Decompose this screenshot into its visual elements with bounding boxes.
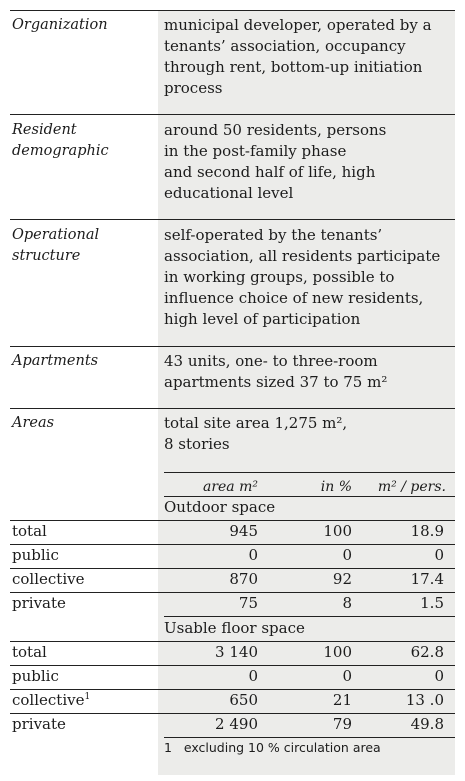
footnote bbox=[164, 739, 381, 757]
value-organization: municipal developer, operated by a tenants’ association, occupancy through rent, bottom-up initiation process bbox=[164, 16, 432, 97]
cell-area: 0 bbox=[248, 546, 258, 564]
cell-per-person: 0 bbox=[434, 546, 444, 564]
header-area: area m² bbox=[202, 479, 258, 495]
rule-after-operational bbox=[10, 346, 455, 347]
cell-area: 2 490 bbox=[215, 715, 258, 733]
value-areas: total site area 1,275 m², 8 stories bbox=[164, 414, 348, 453]
label-operational-structure: Operational structure bbox=[12, 227, 100, 264]
rule-after-resident bbox=[10, 219, 455, 220]
cell-per-person: 1.5 bbox=[420, 594, 444, 612]
label-organization: Organization bbox=[12, 17, 108, 33]
label-areas: Areas bbox=[12, 415, 55, 431]
header-percent: in % bbox=[320, 479, 352, 495]
footnote-text: excluding 10 % circulation area bbox=[183, 740, 381, 755]
cell-per-person: 62.8 bbox=[410, 643, 444, 661]
cell-area: 0 bbox=[248, 667, 258, 685]
row-label: collective bbox=[12, 570, 85, 588]
section-title-usable: Usable floor space bbox=[164, 619, 305, 637]
row-label: total bbox=[12, 643, 47, 661]
cell-per-person: 49.8 bbox=[410, 715, 444, 733]
value-apartments: 43 units, one- to three-room apartments sized 37 to 75 m² bbox=[164, 352, 388, 391]
row-label: collective$^1$ bbox=[12, 691, 91, 709]
rule-top bbox=[10, 10, 455, 11]
cell-area: 3 140 bbox=[215, 643, 258, 661]
row-label: private bbox=[12, 594, 66, 612]
cell-area: 75 bbox=[238, 594, 258, 612]
rule-after-organization bbox=[10, 114, 455, 115]
cell-percent: 92 bbox=[332, 570, 352, 588]
row-label: public bbox=[12, 546, 59, 564]
value-resident-demographic: around 50 residents, persons in the post-family phase and second half of life, high educational level bbox=[164, 121, 387, 202]
cell-percent: 0 bbox=[342, 546, 352, 564]
label-resident-demographic: Resident demographic bbox=[12, 122, 109, 159]
cell-per-person: 17.4 bbox=[410, 570, 444, 588]
cell-per-person: 18.9 bbox=[410, 522, 444, 540]
cell-percent: 100 bbox=[323, 643, 352, 661]
cell-percent: 79 bbox=[332, 715, 352, 733]
rule-table-header-top bbox=[164, 472, 455, 473]
cell-per-person: 0 bbox=[434, 667, 444, 685]
row-label: public bbox=[12, 667, 59, 685]
footnote-ref: 1 bbox=[84, 692, 91, 702]
row-label: total bbox=[12, 522, 47, 540]
rule-after-apartments bbox=[10, 408, 455, 409]
row-label: private bbox=[12, 715, 66, 733]
cell-area: 650 bbox=[229, 691, 258, 709]
footnote-mark: 1 bbox=[164, 740, 172, 755]
cell-per-person: 13 .0 bbox=[405, 691, 444, 709]
section-title-outdoor: Outdoor space bbox=[164, 498, 276, 516]
cell-percent: 21 bbox=[332, 691, 352, 709]
rule-outdoor-end bbox=[164, 616, 455, 617]
rule-usable-end bbox=[164, 737, 455, 738]
cell-area: 945 bbox=[229, 522, 258, 540]
cell-percent: 100 bbox=[323, 522, 352, 540]
cell-percent: 0 bbox=[342, 667, 352, 685]
cell-area: 870 bbox=[229, 570, 258, 588]
label-apartments: Apartments bbox=[12, 353, 99, 369]
header-per-person: m² / pers. bbox=[377, 479, 446, 495]
value-operational-structure: self-operated by the tenants’ association, all residents participate in working groups, possible to influence choice of new residents, high level of participation bbox=[164, 226, 441, 328]
cell-percent: 8 bbox=[342, 594, 352, 612]
